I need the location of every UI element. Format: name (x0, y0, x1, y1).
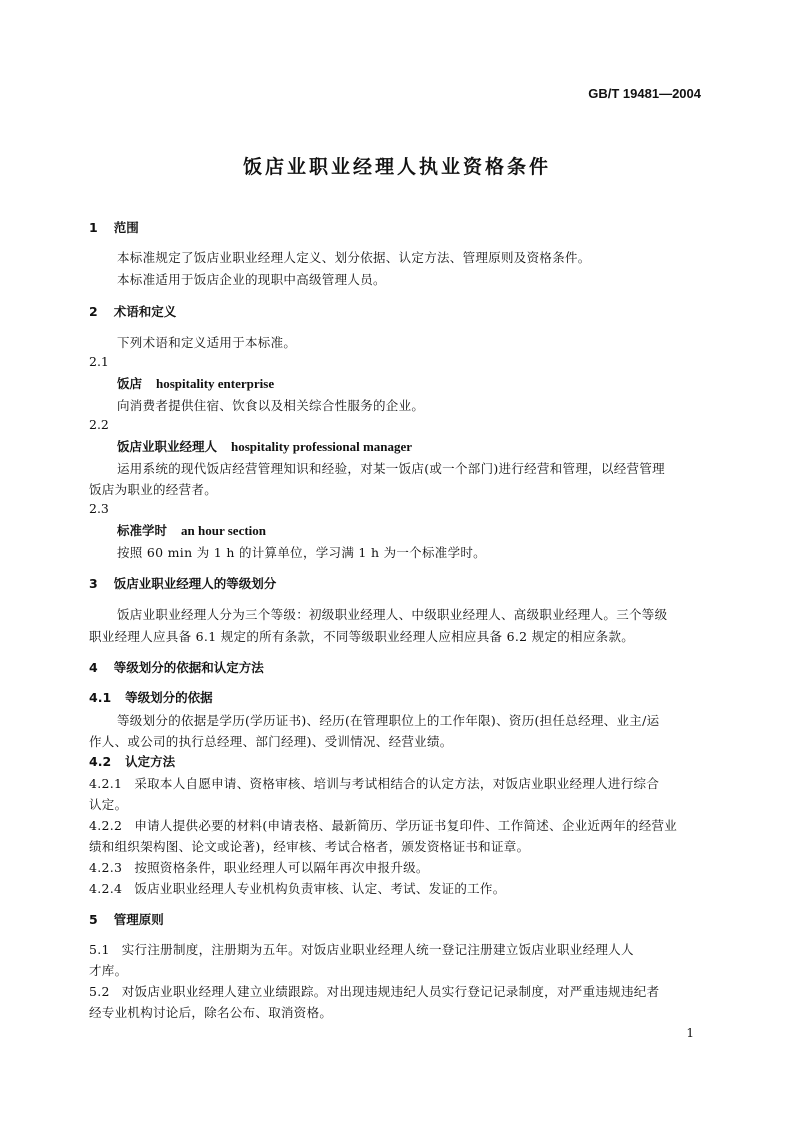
clause-number: 4.2.1 (89, 776, 123, 791)
term-en: hospitality professional manager (231, 439, 413, 454)
clause-text: 饭店业职业经理人专业机构负责审核、认定、考试、发证的工作。 (134, 881, 506, 896)
clause-line (89, 940, 634, 958)
term-definition: 向消费者提供住宿、饮食以及相关综合性服务的企业。 (117, 398, 425, 413)
section-2-heading (89, 302, 176, 320)
section-number: 2 (89, 304, 98, 319)
term-en: hospitality enterprise (156, 376, 275, 391)
clause-number: 5.1 (89, 942, 110, 957)
term-zh: 标准学时 (117, 523, 168, 538)
section-title: 范围 (113, 220, 139, 235)
term-name (117, 374, 274, 392)
paragraph: 职业经理人应具备 6.1 规定的所有条款，不同等级职业经理人应相应具备 6.2 规定的相应条款。 (89, 629, 635, 644)
subsection-4-2-heading (89, 752, 175, 770)
section-1-heading (89, 218, 139, 236)
term-number: 2.1 (89, 354, 109, 369)
section-title: 术语和定义 (113, 304, 177, 319)
section-number: 3 (89, 576, 98, 591)
standard-code: GB/T 19481—2004 (588, 86, 701, 101)
term-name (117, 521, 266, 539)
clause-continuation: 经专业机构讨论后，除名公布、取消资格。 (89, 1005, 333, 1020)
clause-text: 采取本人自愿申请、资格审核、培训与考试相结合的认定方法，对饭店业职业经理人进行综合 (134, 776, 660, 791)
section-title: 等级划分的依据和认定方法 (113, 660, 264, 675)
paragraph: 饭店业职业经理人分为三个等级：初级职业经理人、中级职业经理人、高级职业经理人。三个等级 (117, 607, 668, 622)
clause-continuation: 绩和组织架构图、论文或论著)，经审核、考试合格者，颁发资格证书和证章。 (89, 839, 530, 854)
section-4-heading (89, 658, 264, 676)
paragraph: 等级划分的依据是学历(学历证书)、经历(在管理职位上的工作年限)、资历(担任总经理、业主/运 (117, 713, 660, 728)
clause-number: 5.2 (89, 984, 110, 999)
subsection-number: 4.2 (89, 754, 112, 769)
clause-line (89, 879, 506, 897)
term-number: 2.2 (89, 417, 109, 432)
term-definition: 按照 60 min 为 1 h 的计算单位，学习满 1 h 为一个标准学时。 (117, 545, 486, 560)
paragraph: 本标准规定了饭店业职业经理人定义、划分依据、认定方法、管理原则及资格条件。 (117, 250, 591, 265)
clause-text: 实行注册制度，注册期为五年。对饭店业职业经理人统一登记注册建立饭店业职业经理人人 (121, 942, 634, 957)
subsection-title: 等级划分的依据 (125, 690, 213, 705)
clause-number: 4.2.3 (89, 860, 123, 875)
paragraph: 作人、或公司的执行总经理、部门经理)、受训情况、经营业绩。 (89, 734, 453, 749)
page-title: 饭店业职业经理人执业资格条件 (242, 156, 551, 178)
term-number: 2.3 (89, 501, 109, 516)
subsection-number: 4.1 (89, 690, 112, 705)
term-definition: 饭店为职业的经营者。 (89, 482, 218, 497)
clause-number: 4.2.2 (89, 818, 123, 833)
term-zh: 饭店业职业经理人 (117, 439, 218, 454)
subsection-4-1-heading (89, 688, 213, 706)
clause-number: 4.2.4 (89, 881, 123, 896)
term-en: an hour section (181, 523, 267, 538)
clause-continuation: 认定。 (89, 797, 128, 812)
paragraph: 本标准适用于饭店企业的现职中高级管理人员。 (117, 272, 386, 287)
section-5-heading (89, 910, 164, 928)
term-definition: 运用系统的现代饭店经营管理知识和经验，对某一饭店(或一个部门)进行经营和管理，以经营管理 (117, 461, 665, 476)
term-zh: 饭店 (117, 376, 143, 391)
clause-line (89, 774, 659, 792)
paragraph: 下列术语和定义适用于本标准。 (117, 335, 297, 350)
clause-line (89, 858, 429, 876)
section-number: 5 (89, 912, 98, 927)
section-number: 1 (89, 220, 98, 235)
section-title: 饭店业职业经理人的等级划分 (113, 576, 277, 591)
page-number: 1 (686, 1026, 694, 1040)
clause-text: 对饭店业职业经理人建立业绩跟踪。对出现违规违纪人员实行登记记录制度，对严重违规违纪者 (121, 984, 660, 999)
section-number: 4 (89, 660, 98, 675)
section-3-heading (89, 574, 276, 592)
clause-line (89, 816, 677, 834)
term-name (117, 437, 412, 455)
clause-continuation: 才库。 (89, 963, 128, 978)
clause-text: 按照资格条件，职业经理人可以隔年再次申报升级。 (134, 860, 429, 875)
section-title: 管理原则 (113, 912, 164, 927)
clause-text: 申请人提供必要的材料(申请表格、最新简历、学历证书复印件、工作简述、企业近两年的经营业 (134, 818, 678, 833)
subsection-title: 认定方法 (125, 754, 176, 769)
clause-line (89, 982, 659, 1000)
